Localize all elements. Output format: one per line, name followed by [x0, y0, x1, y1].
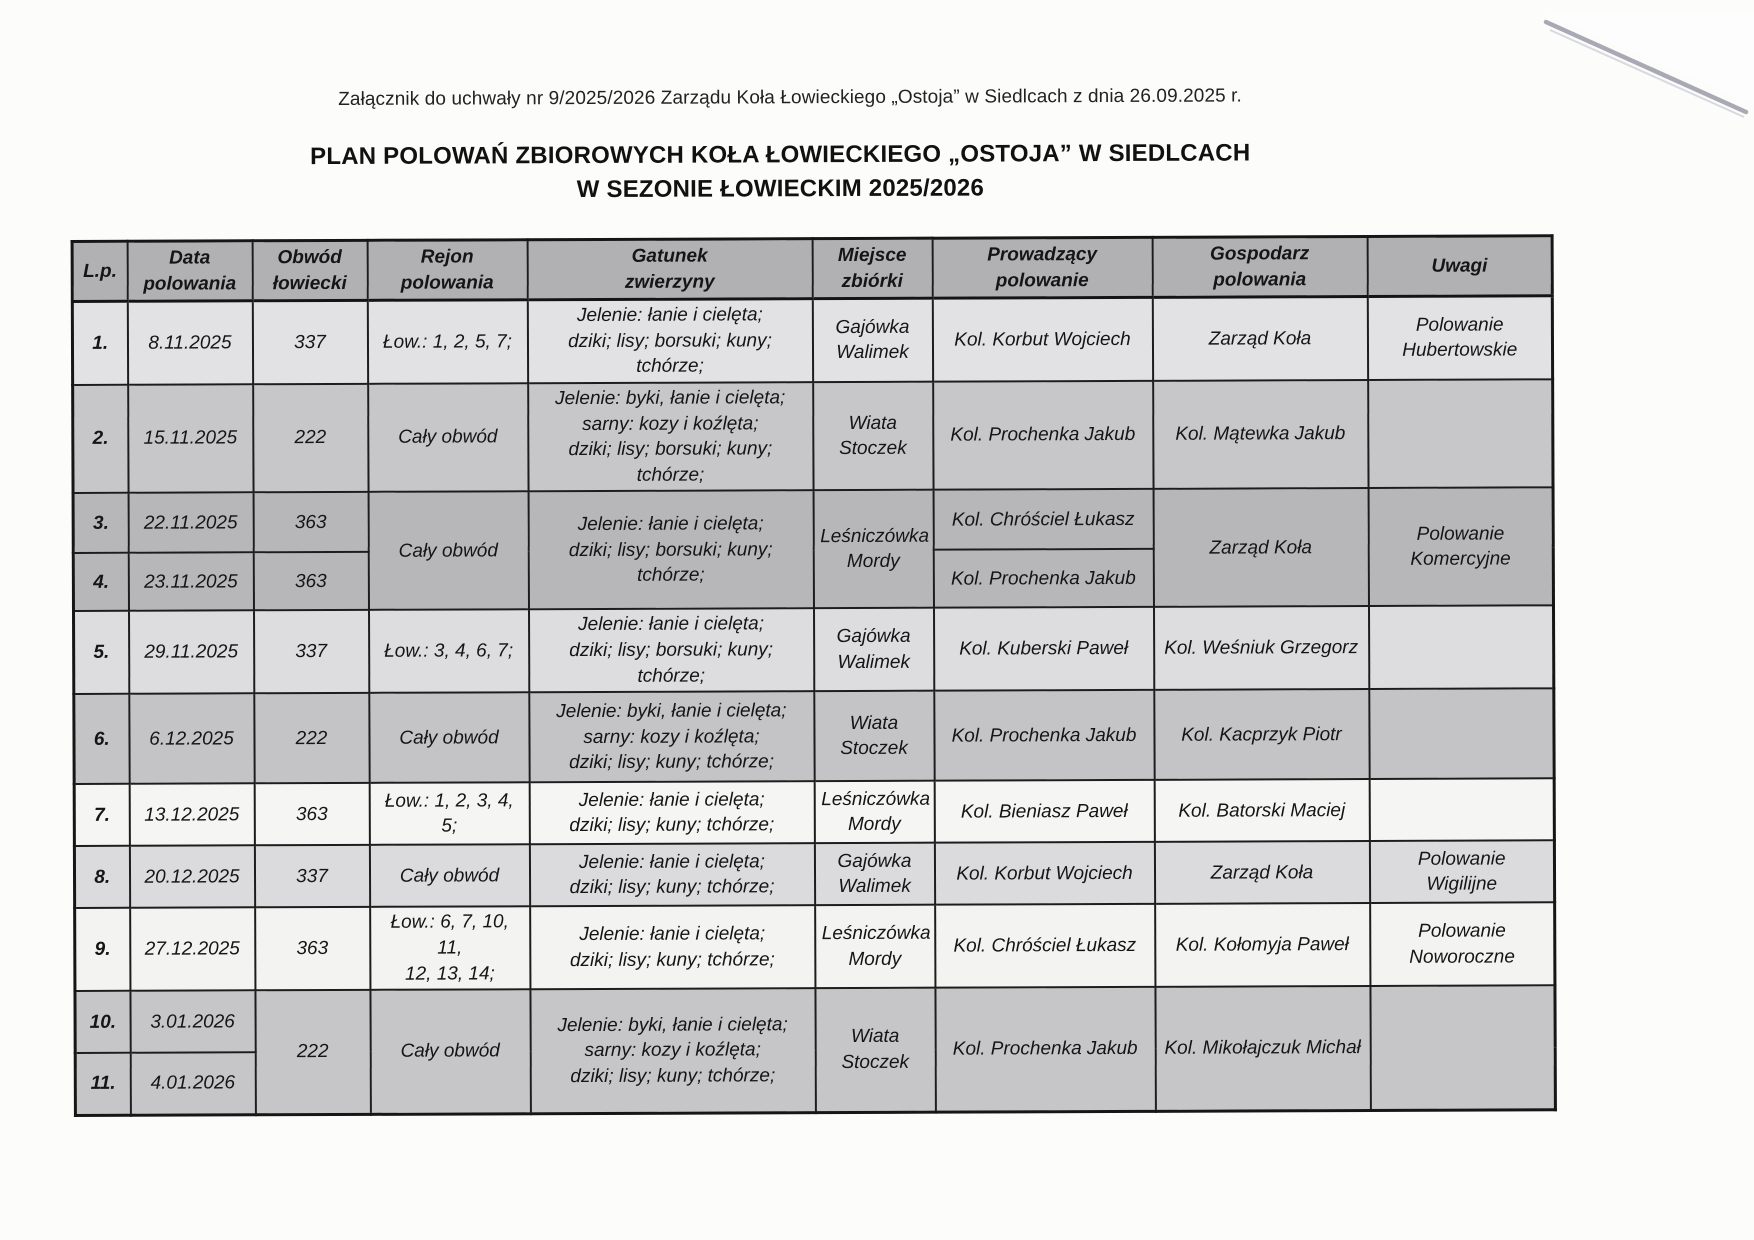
- r1-uwagi-cell: Polowanie Hubertowskie: [1367, 296, 1552, 380]
- r6-prowadzacy-cell: Kol. Prochenka Jakub: [934, 690, 1154, 781]
- header-cell-data: Data polowania: [127, 241, 252, 301]
- r11-date-cell: 4.01.2026: [130, 1053, 255, 1115]
- r6-uwagi-cell: [1369, 689, 1554, 780]
- r34-gospodarz-cell: Zarząd Koła: [1153, 489, 1368, 608]
- r5-gatunek-cell: Jelenie: łanie i cielęta; dziki; lisy; borsuki; kuny; tchórze;: [528, 609, 813, 693]
- r6-rejon-cell: Cały obwód: [369, 693, 529, 784]
- r3-lp-cell: 3.: [73, 493, 128, 553]
- r5-gospodarz-cell: Kol. Weśniuk Grzegorz: [1153, 607, 1368, 691]
- r34-uwagi-cell: Polowanie Komercyjne: [1368, 488, 1553, 607]
- table-row-3: [73, 488, 1553, 554]
- r2-gospodarz-cell: Kol. Mątewka Jakub: [1153, 380, 1368, 489]
- r2-gatunek-cell: Jelenie: byki, łanie i cielęta; sarny: kozy i koźlęta; dziki; lisy; borsuki; kuny; tchórze;: [528, 382, 813, 492]
- r1011-gatunek-cell: Jelenie: byki, łanie i cielęta; sarny: kozy i koźlęta; dziki; lisy; kuny; tchórze;: [530, 988, 815, 1113]
- document-subtitle: W SEZONIE ŁOWIECKIM 2025/2026: [576, 174, 985, 204]
- r1011-prowadzacy-cell: Kol. Prochenka Jakub: [935, 987, 1155, 1112]
- r4-date-cell: 23.11.2025: [128, 553, 253, 611]
- r7-miejsce-cell: Leśniczówka Mordy: [814, 781, 934, 843]
- header-cell-gatunek: Gatunek zwierzyny: [527, 239, 812, 300]
- r10-lp-cell: 10.: [75, 991, 130, 1053]
- r7-lp-cell: 7.: [74, 784, 129, 846]
- r9-prowadzacy-cell: Kol. Chróściel Łukasz: [935, 904, 1155, 988]
- table-row-2: [73, 379, 1553, 493]
- r7-rejon-cell: Łow.: 1, 2, 3, 4, 5;: [369, 783, 529, 846]
- r9-gatunek-cell: Jelenie: łanie i cielęta; dziki; lisy; kuny; tchórze;: [530, 906, 815, 990]
- r8-obwod-cell: 337: [254, 845, 369, 907]
- table-row-10: [75, 986, 1555, 1054]
- header-cell-prowadzacy: Prowadzący polowanie: [932, 237, 1152, 298]
- r6-obwod-cell: 222: [254, 693, 369, 783]
- table-header-row: [72, 236, 1552, 302]
- r6-gospodarz-cell: Kol. Kacprzyk Piotr: [1154, 689, 1369, 780]
- r9-obwod-cell: 363: [255, 907, 370, 990]
- r10-date-cell: 3.01.2026: [130, 991, 255, 1053]
- r9-gospodarz-cell: Kol. Kołomyja Paweł: [1155, 903, 1370, 987]
- r5-prowadzacy-cell: Kol. Kuberski Paweł: [933, 607, 1153, 691]
- r9-rejon-cell: Łow.: 6, 7, 10, 11, 12, 13, 14;: [370, 907, 530, 991]
- r3-obwod-cell: 363: [253, 492, 368, 552]
- r1011-miejsce-cell: Wiata Stoczek: [815, 988, 935, 1112]
- r5-miejsce-cell: Gajówka Walimek: [813, 608, 933, 691]
- r4-prowadzacy-cell: Kol. Prochenka Jakub: [933, 549, 1153, 608]
- r1011-obwod-cell: 222: [255, 990, 370, 1114]
- header-cell-lp: L.p.: [72, 241, 127, 301]
- table-row-8: [74, 841, 1554, 909]
- r2-miejsce-cell: Wiata Stoczek: [813, 382, 933, 491]
- r34-gatunek-cell: Jelenie: łanie i cielęta; dziki; lisy; borsuki; kuny; tchórze;: [528, 491, 813, 610]
- r8-miejsce-cell: Gajówka Walimek: [814, 843, 934, 905]
- r5-obwod-cell: 337: [254, 610, 369, 693]
- r1-miejsce-cell: Gajówka Walimek: [812, 298, 932, 382]
- r2-obwod-cell: 222: [253, 384, 368, 493]
- table-row-1: [72, 296, 1552, 385]
- header-cell-obwod: Obwód łowiecki: [252, 240, 367, 300]
- r7-gatunek-cell: Jelenie: łanie i cielęta; dziki; lisy; kuny; tchórze;: [529, 782, 814, 845]
- r8-lp-cell: 8.: [74, 846, 129, 908]
- r34-rejon-cell: Cały obwód: [368, 492, 528, 611]
- r1-date-cell: 8.11.2025: [127, 301, 252, 385]
- r7-obwod-cell: 363: [254, 783, 369, 845]
- r4-obwod-cell: 363: [253, 552, 368, 610]
- header-cell-miejsce: Miejsce zbiórki: [812, 238, 932, 298]
- r34-miejsce-cell: Leśniczówka Mordy: [813, 490, 933, 608]
- header-cell-uwagi: Uwagi: [1367, 236, 1552, 297]
- r2-prowadzacy-cell: Kol. Prochenka Jakub: [933, 381, 1153, 490]
- r7-prowadzacy-cell: Kol. Bieniasz Paweł: [934, 780, 1154, 843]
- r8-gospodarz-cell: Zarząd Koła: [1154, 841, 1369, 904]
- r8-prowadzacy-cell: Kol. Korbut Wojciech: [934, 842, 1154, 905]
- r1-rejon-cell: Łow.: 1, 2, 5, 7;: [367, 300, 527, 384]
- r9-date-cell: 27.12.2025: [130, 908, 255, 991]
- r9-lp-cell: 9.: [75, 908, 130, 991]
- table-row-7: [74, 779, 1554, 847]
- r11-lp-cell: 11.: [75, 1053, 130, 1115]
- r1-gatunek-cell: Jelenie: łanie i cielęta; dziki; lisy; borsuki; kuny; tchórze;: [527, 299, 812, 384]
- table-row-5: [74, 606, 1554, 695]
- r4-lp-cell: 4.: [73, 553, 128, 611]
- r9-uwagi-cell: Polowanie Noworoczne: [1370, 903, 1555, 987]
- r5-rejon-cell: Łow.: 3, 4, 6, 7;: [369, 610, 529, 694]
- table-row-9: [75, 903, 1555, 992]
- attachment-note: Załącznik do uchwały nr 9/2025/2026 Zarządu Koła Łowieckiego „Ostoja” w Siedlcach z dnia 26.09.2025 r.: [338, 85, 1242, 110]
- document-content: [70, 84, 1554, 1117]
- r2-rejon-cell: Cały obwód: [368, 383, 528, 492]
- r3-date-cell: 22.11.2025: [128, 493, 253, 553]
- r5-uwagi-cell: [1368, 606, 1553, 690]
- r8-gatunek-cell: Jelenie: łanie i cielęta; dziki; lisy; kuny; tchórze;: [529, 844, 814, 907]
- r1-obwod-cell: 337: [252, 300, 367, 384]
- r8-date-cell: 20.12.2025: [129, 846, 254, 908]
- hunting-plan-table: [71, 234, 1557, 1117]
- r7-gospodarz-cell: Kol. Batorski Maciej: [1154, 779, 1369, 842]
- r1-prowadzacy-cell: Kol. Korbut Wojciech: [932, 297, 1152, 381]
- document-title: PLAN POLOWAŃ ZBIOROWYCH KOŁA ŁOWIECKIEGO „OSTOJA” W SIEDLCACH: [310, 139, 1251, 171]
- r5-lp-cell: 5.: [74, 611, 129, 694]
- r1-lp-cell: 1.: [72, 301, 127, 385]
- r1011-uwagi-cell: [1370, 986, 1555, 1111]
- r6-miejsce-cell: Wiata Stoczek: [814, 691, 934, 781]
- r3-prowadzacy-cell: Kol. Chróściel Łukasz: [933, 489, 1153, 550]
- r2-date-cell: 15.11.2025: [128, 384, 253, 493]
- r6-date-cell: 6.12.2025: [129, 694, 254, 784]
- r2-lp-cell: 2.: [73, 385, 128, 494]
- r8-uwagi-cell: Polowanie Wigilijne: [1369, 841, 1554, 904]
- r1-gospodarz-cell: Zarząd Koła: [1152, 297, 1367, 381]
- header-cell-rejon: Rejon polowania: [367, 240, 527, 301]
- r8-rejon-cell: Cały obwód: [369, 845, 529, 908]
- r9-miejsce-cell: Leśniczówka Mordy: [815, 905, 935, 988]
- header-cell-gospodarz: Gospodarz polowania: [1152, 237, 1367, 298]
- r7-uwagi-cell: [1369, 779, 1554, 842]
- r6-lp-cell: 6.: [74, 694, 129, 784]
- r2-uwagi-cell: [1368, 379, 1553, 488]
- r5-date-cell: 29.11.2025: [129, 611, 254, 694]
- r1011-rejon-cell: Cały obwód: [370, 990, 530, 1115]
- table-row-6: [74, 689, 1554, 785]
- r6-gatunek-cell: Jelenie: byki, łanie i cielęta; sarny: kozy i koźlęta; dziki; lisy; kuny; tchórze;: [529, 692, 814, 783]
- r1011-gospodarz-cell: Kol. Mikołajczuk Michał: [1155, 986, 1370, 1111]
- r7-date-cell: 13.12.2025: [129, 784, 254, 846]
